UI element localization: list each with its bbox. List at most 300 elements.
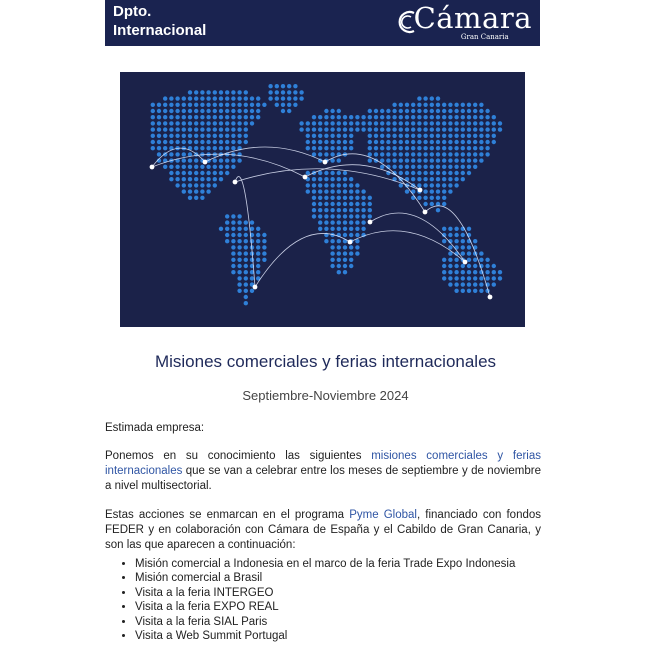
map-dot: [399, 121, 403, 125]
map-dot: [349, 177, 353, 181]
map-dot: [330, 239, 334, 243]
map-dot: [343, 258, 347, 262]
map-dot: [299, 127, 303, 131]
map-dot: [244, 127, 248, 131]
map-dot: [405, 152, 409, 156]
map-dot: [237, 220, 241, 224]
map-dot: [312, 134, 316, 138]
map-dot: [343, 146, 347, 150]
map-dot: [423, 158, 427, 162]
map-dot: [405, 158, 409, 162]
map-dot: [392, 165, 396, 169]
map-dot: [250, 103, 254, 107]
map-dot: [479, 158, 483, 162]
map-dot: [231, 127, 235, 131]
map-dot: [256, 227, 260, 231]
map-dot: [225, 103, 229, 107]
map-dot: [287, 96, 291, 100]
map-dot: [163, 127, 167, 131]
map-dot: [175, 152, 179, 156]
map-dot: [169, 103, 173, 107]
map-dot: [374, 146, 378, 150]
map-dot: [151, 109, 155, 113]
map-dot: [231, 227, 235, 231]
map-dot: [467, 121, 471, 125]
map-dot: [386, 140, 390, 144]
list-item: • Visita a la feria INTERGEO: [135, 586, 541, 600]
map-dot: [423, 146, 427, 150]
map-dot: [436, 208, 440, 212]
map-dot: [318, 227, 322, 231]
map-dot: [448, 258, 452, 262]
map-dot: [330, 220, 334, 224]
map-dot: [151, 140, 155, 144]
map-dot: [256, 270, 260, 274]
map-dot: [312, 202, 316, 206]
map-dot: [417, 158, 421, 162]
map-dot: [386, 146, 390, 150]
map-dot: [392, 152, 396, 156]
map-dot: [405, 189, 409, 193]
map-dot: [467, 264, 471, 268]
map-dot: [206, 165, 210, 169]
map-dot: [349, 220, 353, 224]
map-dot: [448, 115, 452, 119]
map-dot: [194, 115, 198, 119]
map-dot: [231, 121, 235, 125]
map-dot: [169, 140, 173, 144]
map-dot: [330, 127, 334, 131]
map-dot: [330, 146, 334, 150]
map-dot: [312, 121, 316, 125]
map-dot: [256, 258, 260, 262]
map-dot: [219, 96, 223, 100]
map-dot: [417, 127, 421, 131]
map-dot: [461, 103, 465, 107]
map-dot: [467, 158, 471, 162]
map-dot: [343, 220, 347, 224]
map-dot: [467, 140, 471, 144]
map-dot: [200, 189, 204, 193]
map-dot: [219, 158, 223, 162]
map-dot: [318, 208, 322, 212]
map-dot: [194, 189, 198, 193]
map-dot: [256, 239, 260, 243]
map-dot: [380, 146, 384, 150]
map-dot: [237, 90, 241, 94]
map-dot: [299, 121, 303, 125]
map-dot: [430, 146, 434, 150]
map-dot: [417, 103, 421, 107]
map-dot: [492, 121, 496, 125]
map-dot: [349, 127, 353, 131]
map-dot: [473, 158, 477, 162]
map-dot: [330, 189, 334, 193]
map-dot: [275, 90, 279, 94]
map-dot: [324, 220, 328, 224]
map-dot: [467, 109, 471, 113]
map-dot: [175, 115, 179, 119]
map-dot: [324, 115, 328, 119]
map-dot: [237, 289, 241, 293]
map-dot: [361, 127, 365, 131]
map-dot: [392, 158, 396, 162]
map-dot: [306, 121, 310, 125]
map-dot: [324, 208, 328, 212]
map-dot: [337, 239, 341, 243]
map-dot: [467, 245, 471, 249]
map-dot: [355, 121, 359, 125]
map-dot: [151, 121, 155, 125]
map-dot: [461, 146, 465, 150]
map-dot: [157, 134, 161, 138]
map-dot: [448, 264, 452, 268]
map-dot: [361, 220, 365, 224]
map-dot: [361, 115, 365, 119]
map-dot: [200, 177, 204, 181]
map-dot: [405, 171, 409, 175]
map-dot: [262, 239, 266, 243]
map-dot: [194, 171, 198, 175]
map-dot: [200, 121, 204, 125]
map-dot: [337, 127, 341, 131]
map-dot: [231, 251, 235, 255]
map-dot: [423, 109, 427, 113]
map-dot: [194, 158, 198, 162]
map-dot: [299, 96, 303, 100]
map-dot: [225, 227, 229, 231]
map-dot: [330, 115, 334, 119]
map-dot: [430, 202, 434, 206]
map-dot: [225, 127, 229, 131]
map-dot: [479, 109, 483, 113]
map-dot: [318, 220, 322, 224]
map-dot: [454, 152, 458, 156]
map-dot: [423, 171, 427, 175]
map-dot: [237, 115, 241, 119]
city-node: [368, 220, 373, 225]
map-dot: [467, 165, 471, 169]
map-dot: [467, 171, 471, 175]
map-dot: [324, 109, 328, 113]
map-dot: [318, 196, 322, 200]
map-dot: [417, 96, 421, 100]
map-dot: [337, 196, 341, 200]
map-dot: [461, 251, 465, 255]
map-dot: [498, 270, 502, 274]
map-dot: [225, 121, 229, 125]
map-dot: [312, 115, 316, 119]
map-dot: [324, 239, 328, 243]
missions-link[interactable]: misiones comerciales y ferias internacionales: [105, 450, 541, 477]
map-dot: [355, 233, 359, 237]
logo-subtitle: Gran Canaria: [460, 33, 509, 41]
map-dot: [157, 127, 161, 131]
map-dot: [244, 276, 248, 280]
map-dot: [461, 270, 465, 274]
map-dot: [206, 121, 210, 125]
map-dot: [169, 134, 173, 138]
map-dot: [182, 177, 186, 181]
map-dot: [213, 171, 217, 175]
map-dot: [479, 152, 483, 156]
map-dot: [423, 115, 427, 119]
map-dot: [312, 146, 316, 150]
map-dot: [337, 189, 341, 193]
map-dot: [330, 121, 334, 125]
map-dot: [448, 158, 452, 162]
map-dot: [225, 140, 229, 144]
map-dot: [374, 152, 378, 156]
map-dot: [231, 258, 235, 262]
map-dot: [337, 158, 341, 162]
map-dot: [349, 251, 353, 255]
map-dot: [194, 134, 198, 138]
map-dot: [219, 227, 223, 231]
map-dot: [349, 115, 353, 119]
map-dot: [479, 127, 483, 131]
map-dot: [324, 177, 328, 181]
map-dot: [169, 165, 173, 169]
map-dot: [213, 121, 217, 125]
pyme-global-link[interactable]: Pyme Global: [349, 509, 417, 521]
map-dot: [306, 146, 310, 150]
map-dot: [467, 270, 471, 274]
map-dot: [343, 214, 347, 218]
map-dot: [200, 96, 204, 100]
map-dot: [194, 109, 198, 113]
map-dot: [175, 165, 179, 169]
map-dot: [392, 134, 396, 138]
map-dot: [306, 183, 310, 187]
map-dot: [206, 96, 210, 100]
map-dot: [399, 109, 403, 113]
city-node: [303, 175, 308, 180]
map-dot: [256, 115, 260, 119]
map-dot: [461, 245, 465, 249]
map-dot: [461, 282, 465, 286]
map-dot: [250, 258, 254, 262]
email-body: [105, 421, 541, 643]
map-dot: [337, 109, 341, 113]
map-dot: [262, 245, 266, 249]
map-dot: [206, 183, 210, 187]
map-dot: [448, 227, 452, 231]
map-dot: [175, 121, 179, 125]
map-dot: [213, 165, 217, 169]
map-dot: [312, 140, 316, 144]
map-dot: [237, 282, 241, 286]
map-dot: [262, 258, 266, 262]
map-dot: [454, 158, 458, 162]
map-dot: [231, 264, 235, 268]
map-dot: [194, 127, 198, 131]
map-dot: [163, 103, 167, 107]
map-dot: [324, 183, 328, 187]
map-dot: [194, 183, 198, 187]
map-dot: [374, 127, 378, 131]
map-dot: [442, 258, 446, 262]
map-dot: [349, 258, 353, 262]
map-dot: [436, 177, 440, 181]
map-dot: [430, 96, 434, 100]
map-dot: [337, 264, 341, 268]
map-dot: [368, 127, 372, 131]
map-dot: [237, 134, 241, 138]
map-dot: [361, 208, 365, 212]
map-dot: [442, 158, 446, 162]
map-dot: [355, 251, 359, 255]
map-dot: [337, 208, 341, 212]
camara-logo[interactable]: [398, 3, 532, 41]
map-dot: [374, 140, 378, 144]
map-dot: [411, 134, 415, 138]
map-dot: [436, 103, 440, 107]
map-dot: [169, 115, 173, 119]
map-dot: [213, 158, 217, 162]
map-dot: [324, 202, 328, 206]
map-dot: [324, 227, 328, 231]
map-dot: [293, 103, 297, 107]
map-dot: [442, 270, 446, 274]
map-dot: [343, 127, 347, 131]
map-dot: [151, 127, 155, 131]
map-dot: [237, 96, 241, 100]
city-node: [488, 295, 493, 300]
map-dot: [250, 276, 254, 280]
map-dot: [411, 158, 415, 162]
map-dot: [343, 196, 347, 200]
map-dot: [349, 233, 353, 237]
map-dot: [151, 134, 155, 138]
map-dot: [461, 239, 465, 243]
map-dot: [213, 140, 217, 144]
department-title: Dpto. Internacional: [113, 3, 207, 39]
map-dot: [281, 109, 285, 113]
map-dot: [330, 227, 334, 231]
map-dot: [225, 146, 229, 150]
map-dot: [448, 146, 452, 150]
map-dot: [461, 121, 465, 125]
map-dot: [200, 146, 204, 150]
map-dot: [194, 165, 198, 169]
map-dot: [206, 140, 210, 144]
map-dot: [454, 282, 458, 286]
map-dot: [411, 127, 415, 131]
map-dot: [163, 140, 167, 144]
map-dot: [219, 103, 223, 107]
map-dot: [392, 115, 396, 119]
map-dot: [231, 90, 235, 94]
map-dot: [454, 177, 458, 181]
map-dot: [151, 103, 155, 107]
map-dot: [330, 171, 334, 175]
map-dot: [330, 245, 334, 249]
map-dot: [436, 196, 440, 200]
map-dot: [330, 109, 334, 113]
map-dot: [299, 90, 303, 94]
map-dot: [343, 171, 347, 175]
map-dot: [448, 189, 452, 193]
map-dot: [169, 96, 173, 100]
map-dot: [250, 121, 254, 125]
map-dot: [355, 189, 359, 193]
map-dot: [256, 109, 260, 113]
map-dot: [380, 121, 384, 125]
map-dot: [237, 140, 241, 144]
map-dot: [386, 152, 390, 156]
map-dot: [448, 276, 452, 280]
map-dot: [324, 140, 328, 144]
map-dot: [312, 177, 316, 181]
map-dot: [405, 140, 409, 144]
map-dot: [473, 282, 477, 286]
map-dot: [473, 270, 477, 274]
map-dot: [461, 115, 465, 119]
map-dot: [479, 258, 483, 262]
map-dot: [293, 84, 297, 88]
map-dot: [182, 171, 186, 175]
map-dot: [324, 127, 328, 131]
map-dot: [436, 140, 440, 144]
map-dot: [200, 103, 204, 107]
map-dot: [448, 233, 452, 237]
map-dot: [182, 152, 186, 156]
map-dot: [231, 115, 235, 119]
header-banner: [105, 0, 540, 46]
map-dot: [250, 239, 254, 243]
map-dot: [442, 140, 446, 144]
map-dot: [361, 189, 365, 193]
map-dot: [423, 121, 427, 125]
events-list: [105, 557, 541, 643]
map-dot: [442, 276, 446, 280]
map-dot: [442, 165, 446, 169]
map-dot: [200, 183, 204, 187]
map-dot: [194, 177, 198, 181]
map-dot: [244, 227, 248, 231]
map-dot: [213, 115, 217, 119]
city-node: [463, 260, 468, 265]
map-dot: [479, 276, 483, 280]
map-dot: [399, 115, 403, 119]
map-dot: [256, 251, 260, 255]
map-dot: [281, 103, 285, 107]
map-dot: [423, 96, 427, 100]
map-dot: [306, 140, 310, 144]
map-dot: [448, 282, 452, 286]
map-dot: [330, 258, 334, 262]
map-dot: [417, 121, 421, 125]
map-dot: [237, 233, 241, 237]
map-dot: [330, 202, 334, 206]
map-dot: [268, 96, 272, 100]
map-dot: [498, 127, 502, 131]
map-dot: [467, 152, 471, 156]
map-dot: [312, 208, 316, 212]
map-dot: [467, 282, 471, 286]
map-dot: [287, 90, 291, 94]
map-dot: [417, 196, 421, 200]
map-dot: [194, 90, 198, 94]
map-dot: [188, 165, 192, 169]
map-dot: [343, 208, 347, 212]
map-dot: [430, 134, 434, 138]
map-dot: [293, 90, 297, 94]
map-dot: [454, 183, 458, 187]
map-dot: [436, 109, 440, 113]
map-dot: [461, 276, 465, 280]
